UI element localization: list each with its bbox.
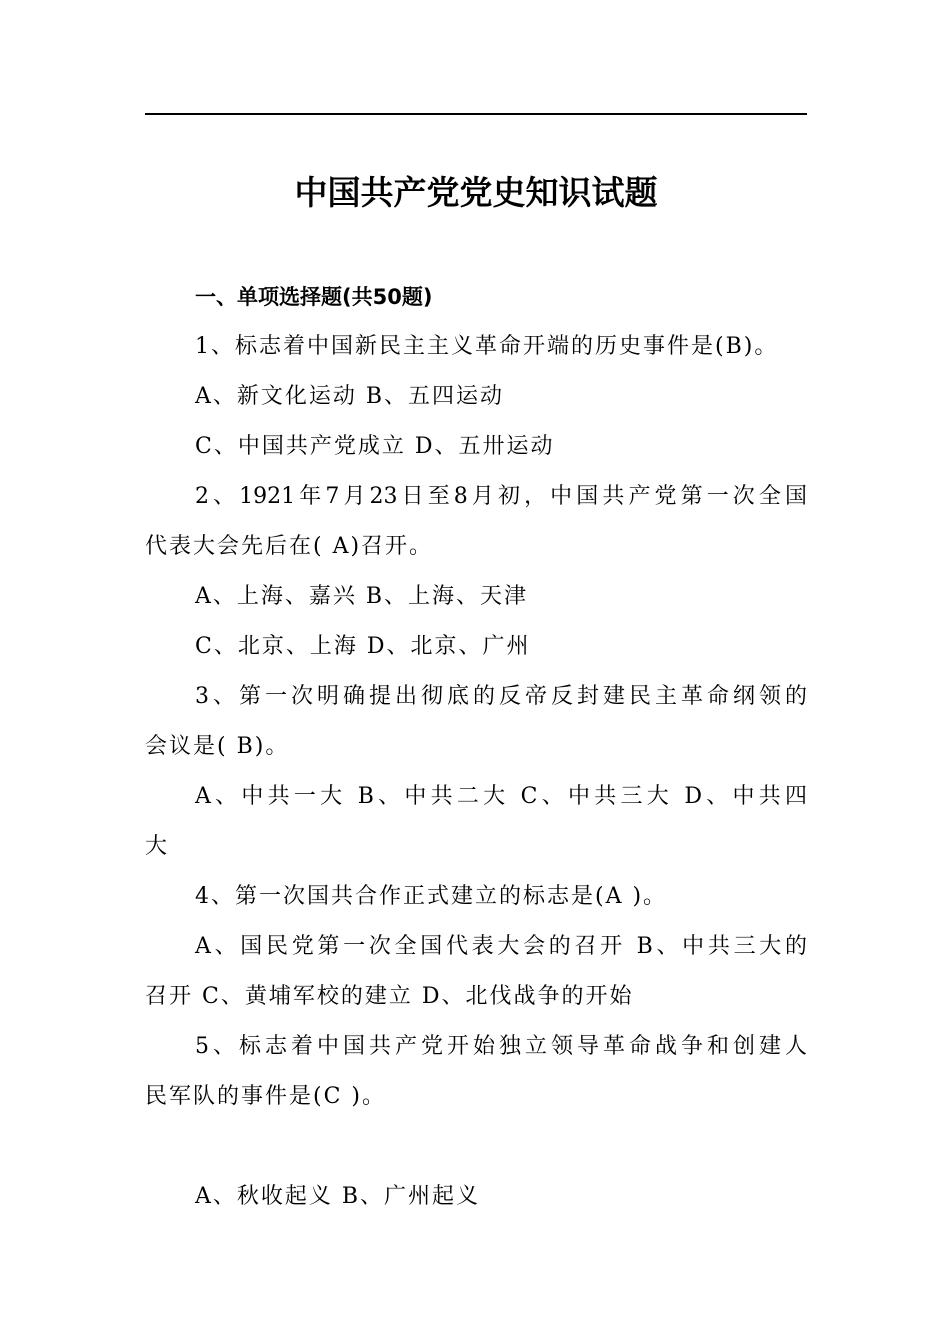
question-3-line-1: 3、第一次明确提出彻底的反帝反封建民主革命纲领的 bbox=[195, 684, 807, 709]
blank-gap bbox=[145, 1122, 807, 1172]
question-3-options-line-2: 大 bbox=[145, 834, 170, 859]
question-5-options-ab: A、秋收起义 B、广州起义 bbox=[195, 1184, 481, 1209]
question-1: 1、标志着中国新民主主义革命开端的历史事件是(B)。 bbox=[195, 334, 779, 359]
question-1-options-cd: C、中国共产党成立 D、五卅运动 bbox=[195, 434, 555, 459]
question-5-line-1: 5、标志着中国共产党开始独立领导革命战争和创建人 bbox=[195, 1034, 807, 1059]
question-4-options-line-2: 召开 C、黄埔军校的建立 D、北伐战争的开始 bbox=[145, 984, 634, 1009]
question-5-line-2: 民军队的事件是(C )。 bbox=[145, 1084, 386, 1109]
question-1-options-ab: A、新文化运动 B、五四运动 bbox=[195, 384, 505, 409]
question-2-options-cd: C、北京、上海 D、北京、广州 bbox=[195, 634, 531, 659]
document-title: 中国共产党党史知识试题 bbox=[294, 173, 658, 212]
question-3-options-line-1: A、中共一大 B、中共二大 C、中共三大 D、中共四 bbox=[195, 784, 807, 809]
question-3-line-2: 会议是( B)。 bbox=[145, 734, 290, 759]
question-4: 4、第一次国共合作正式建立的标志是(A )。 bbox=[195, 884, 668, 909]
question-4-options-line-1: A、国民党第一次全国代表大会的召开 B、中共三大的 bbox=[195, 934, 807, 959]
document-body bbox=[145, 272, 807, 1222]
header-rule bbox=[145, 113, 807, 115]
question-2-options-ab: A、上海、嘉兴 B、上海、天津 bbox=[195, 584, 529, 609]
section-heading: 一、单项选择题(共50题) bbox=[195, 285, 433, 309]
question-2-line-1: 2、1921年7月23日至8月初，中国共产党第一次全国 bbox=[195, 484, 807, 509]
question-2-line-2: 代表大会先后在( A)召开。 bbox=[145, 534, 434, 559]
